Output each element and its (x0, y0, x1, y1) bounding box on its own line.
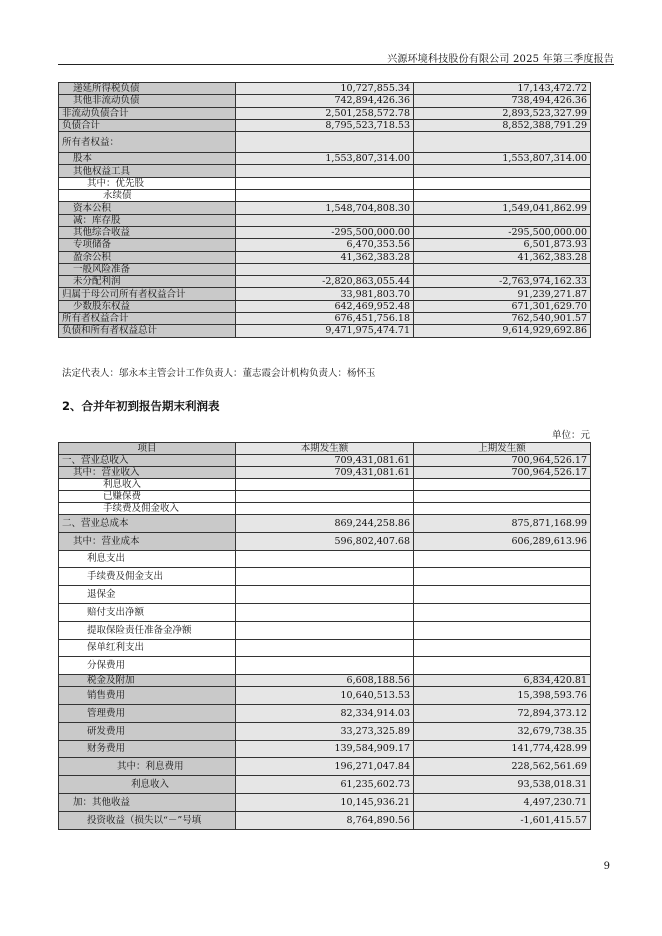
current-value (236, 214, 414, 226)
row-label: 提取保险责任准备金净额 (59, 621, 236, 639)
row-label: 永续债 (59, 190, 236, 202)
current-value: 10,145,936.21 (236, 793, 414, 811)
table-row (59, 153, 591, 165)
table-row (59, 793, 591, 811)
row-label: 利息支出 (59, 550, 236, 568)
table-row (59, 83, 591, 95)
row-label: 税金及附加 (59, 675, 236, 687)
row-label: 已赚保费 (59, 491, 236, 503)
previous-value: 228,562,561.69 (414, 758, 591, 776)
table-row (59, 107, 591, 119)
previous-value: 15,398,593.76 (414, 687, 591, 705)
table-row (59, 639, 591, 657)
table-row (59, 586, 591, 604)
row-label: 专项储备 (59, 239, 236, 251)
table-row (59, 550, 591, 568)
previous-value (414, 491, 591, 503)
previous-value: 93,538,018.31 (414, 776, 591, 794)
table-row (59, 119, 591, 131)
previous-value: 8,852,388,791.29 (414, 119, 591, 131)
row-label: 二、营业总成本 (59, 515, 236, 533)
current-value: 8,795,523,718.53 (236, 119, 414, 131)
current-value: 10,727,855.34 (236, 83, 414, 95)
current-value: 8,764,890.56 (236, 811, 414, 829)
table-row (59, 603, 591, 621)
current-value: 1,553,807,314.00 (236, 153, 414, 165)
previous-value: 875,871,168.99 (414, 515, 591, 533)
current-value (236, 479, 414, 491)
previous-value (414, 621, 591, 639)
table-row (59, 226, 591, 238)
current-value: 676,451,756.18 (236, 313, 414, 325)
current-value: 1,548,704,808.30 (236, 202, 414, 214)
report-header: 兴源环境科技股份有限公司 2025 年第三季度报告 (387, 54, 614, 65)
previous-value: 700,964,526.17 (414, 455, 591, 467)
previous-value: 6,501,873.93 (414, 239, 591, 251)
current-value (236, 586, 414, 604)
current-value (236, 177, 414, 189)
table-row (59, 263, 591, 275)
previous-value: 72,894,373.12 (414, 704, 591, 722)
previous-value: 671,301,629.70 (414, 300, 591, 312)
current-value: 10,640,513.53 (236, 687, 414, 705)
table-row (59, 675, 591, 687)
current-value: 33,273,325.89 (236, 722, 414, 740)
current-value: -295,500,000.00 (236, 226, 414, 238)
previous-value: 141,774,428.99 (414, 740, 591, 758)
row-label: 加：其他收益 (59, 793, 236, 811)
previous-value (414, 586, 591, 604)
previous-value: 41,362,383.28 (414, 251, 591, 263)
current-value (236, 621, 414, 639)
row-label: 其他综合收益 (59, 226, 236, 238)
current-value: 742,894,426.36 (236, 95, 414, 107)
row-label: 少数股东权益 (59, 300, 236, 312)
previous-value (414, 177, 591, 189)
table-row (59, 776, 591, 794)
current-value: -2,820,863,055.44 (236, 276, 414, 288)
previous-value: 2,893,523,327.99 (414, 107, 591, 119)
balance-sheet-table (58, 82, 591, 338)
previous-value: 738,494,426.36 (414, 95, 591, 107)
current-value: 139,584,909.17 (236, 740, 414, 758)
previous-value (414, 190, 591, 202)
signatures-line: 法定代表人：邬永本主管会计工作负责人：董志霞会计机构负责人：杨怀玉 (62, 368, 376, 379)
row-label: 利息收入 (59, 479, 236, 491)
header-current: 本期发生额 (236, 443, 414, 455)
row-label: 盈余公积 (59, 251, 236, 263)
current-value (236, 603, 414, 621)
table-row (59, 515, 591, 533)
table-row (59, 722, 591, 740)
current-value: 596,802,407.68 (236, 532, 414, 550)
row-label: 其他权益工具 (59, 165, 236, 177)
table-row (59, 479, 591, 491)
row-label: 负债合计 (59, 119, 236, 131)
row-label: 一、营业总收入 (59, 455, 236, 467)
previous-value: 6,834,420.81 (414, 675, 591, 687)
previous-value (414, 657, 591, 675)
row-label: 股本 (59, 153, 236, 165)
current-value: 642,469,952.48 (236, 300, 414, 312)
current-value: 6,608,188.56 (236, 675, 414, 687)
current-value: 709,431,081.61 (236, 455, 414, 467)
previous-value (414, 603, 591, 621)
page-number: 9 (603, 861, 610, 872)
row-label: 资本公积 (59, 202, 236, 214)
current-value: 41,362,383.28 (236, 251, 414, 263)
previous-value (414, 479, 591, 491)
row-label: 其他非流动负债 (59, 95, 236, 107)
row-label: 其中：营业成本 (59, 532, 236, 550)
table-row (59, 325, 591, 337)
previous-value (414, 214, 591, 226)
previous-value: 32,679,738.35 (414, 722, 591, 740)
row-label: 减：库存股 (59, 214, 236, 226)
previous-value: 4,497,230.71 (414, 793, 591, 811)
row-label: 研发费用 (59, 722, 236, 740)
previous-value (414, 132, 591, 153)
current-value (236, 190, 414, 202)
current-value (236, 639, 414, 657)
previous-value: 91,239,271.87 (414, 288, 591, 300)
current-value: 6,470,353.56 (236, 239, 414, 251)
current-value: 9,471,975,474.71 (236, 325, 414, 337)
table-row (59, 190, 591, 202)
row-label: 递延所得税负债 (59, 83, 236, 95)
row-label: 退保金 (59, 586, 236, 604)
row-label: 所有者权益： (59, 132, 236, 153)
current-value: 2,501,258,572.78 (236, 107, 414, 119)
previous-value (414, 263, 591, 275)
row-label: 分保费用 (59, 657, 236, 675)
current-value (236, 503, 414, 515)
header-item: 项目 (59, 443, 236, 455)
row-label: 一般风险准备 (59, 263, 236, 275)
previous-value: 1,549,041,862.99 (414, 202, 591, 214)
unit-label: 单位：元 (551, 430, 590, 441)
table-row (59, 202, 591, 214)
section-title: 2、合并年初到报告期末利润表 (62, 399, 220, 413)
current-value (236, 491, 414, 503)
row-label: 负债和所有者权益总计 (59, 325, 236, 337)
table-row (59, 276, 591, 288)
table-row (59, 467, 591, 479)
income-statement-table (58, 442, 591, 830)
row-label: 其中：利息费用 (59, 758, 236, 776)
previous-value (414, 550, 591, 568)
previous-value: 700,964,526.17 (414, 467, 591, 479)
table-row (59, 132, 591, 153)
table-row (59, 214, 591, 226)
row-label: 非流动负债合计 (59, 107, 236, 119)
previous-value (414, 503, 591, 515)
table-row (59, 491, 591, 503)
current-value: 82,334,914.03 (236, 704, 414, 722)
previous-value: 17,143,472.72 (414, 83, 591, 95)
table-row (59, 568, 591, 586)
previous-value (414, 639, 591, 657)
previous-value: -2,763,974,162.33 (414, 276, 591, 288)
table-row (59, 687, 591, 705)
current-value: 196,271,047.84 (236, 758, 414, 776)
table-row (59, 704, 591, 722)
table-row (59, 165, 591, 177)
row-label: 管理费用 (59, 704, 236, 722)
row-label: 归属于母公司所有者权益合计 (59, 288, 236, 300)
row-label: 利息收入 (59, 776, 236, 794)
table-row (59, 288, 591, 300)
current-value: 869,244,258.86 (236, 515, 414, 533)
current-value (236, 568, 414, 586)
current-value (236, 165, 414, 177)
previous-value (414, 165, 591, 177)
table-row (59, 455, 591, 467)
table-row (59, 758, 591, 776)
previous-value: 9,614,929,692.86 (414, 325, 591, 337)
row-label: 所有者权益合计 (59, 313, 236, 325)
row-label: 销售费用 (59, 687, 236, 705)
row-label: 其中：营业收入 (59, 467, 236, 479)
table-row (59, 177, 591, 189)
previous-value: -295,500,000.00 (414, 226, 591, 238)
table-row (59, 503, 591, 515)
previous-value (414, 568, 591, 586)
table-row (59, 532, 591, 550)
row-label: 未分配利润 (59, 276, 236, 288)
previous-value: 1,553,807,314.00 (414, 153, 591, 165)
table-row (59, 251, 591, 263)
current-value: 61,235,602.73 (236, 776, 414, 794)
table-row (59, 313, 591, 325)
previous-value: 606,289,613.96 (414, 532, 591, 550)
current-value (236, 550, 414, 568)
table-header-row (59, 443, 591, 455)
current-value: 33,981,803.70 (236, 288, 414, 300)
table-row (59, 811, 591, 829)
row-label: 财务费用 (59, 740, 236, 758)
current-value (236, 263, 414, 275)
table-row (59, 300, 591, 312)
current-value: 709,431,081.61 (236, 467, 414, 479)
row-label: 投资收益（损失以“－”号填 (59, 811, 236, 829)
previous-value: 762,540,901.57 (414, 313, 591, 325)
current-value (236, 657, 414, 675)
row-label: 手续费及佣金收入 (59, 503, 236, 515)
table-row (59, 621, 591, 639)
row-label: 其中：优先股 (59, 177, 236, 189)
row-label: 手续费及佣金支出 (59, 568, 236, 586)
row-label: 保单红利支出 (59, 639, 236, 657)
current-value (236, 132, 414, 153)
table-row (59, 657, 591, 675)
table-row (59, 740, 591, 758)
previous-value: -1,601,415.57 (414, 811, 591, 829)
header-divider (58, 64, 614, 65)
table-row (59, 95, 591, 107)
table-row (59, 239, 591, 251)
header-previous: 上期发生额 (414, 443, 591, 455)
row-label: 赔付支出净额 (59, 603, 236, 621)
